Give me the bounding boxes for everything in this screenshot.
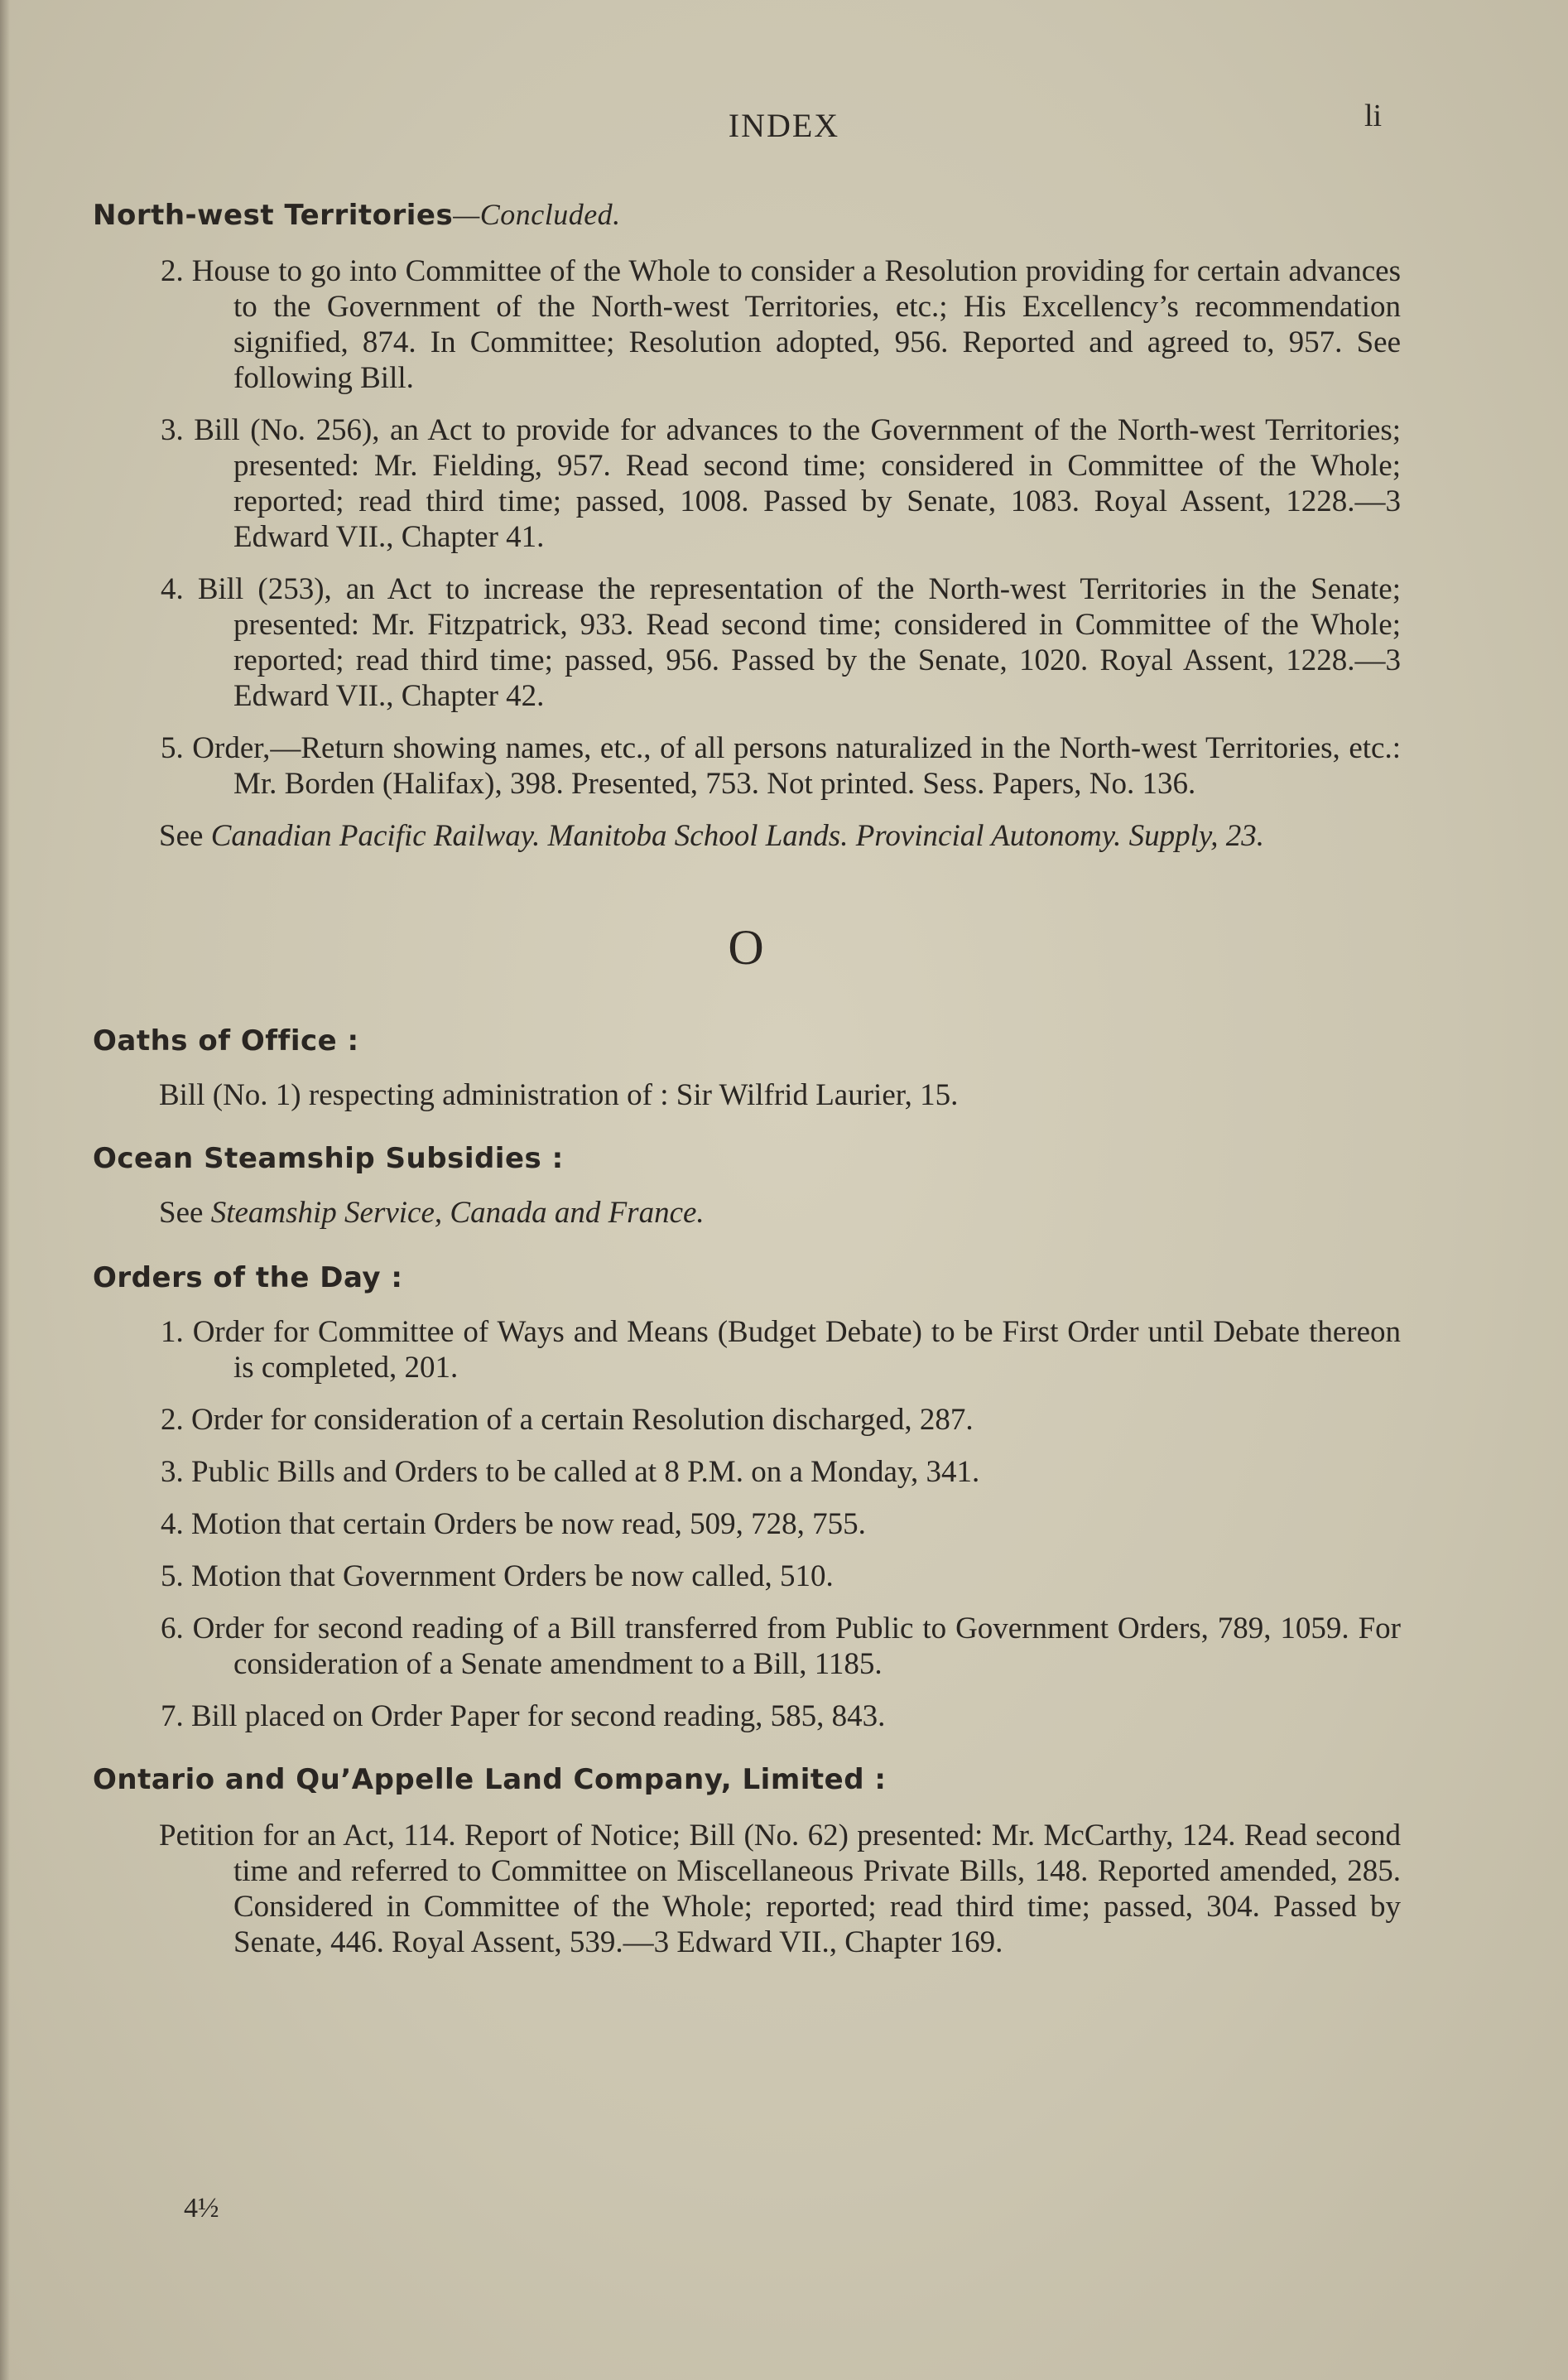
heading-ontario-quappelle: Ontario and Qu’Appelle Land Company, Limited : xyxy=(93,1763,887,1796)
see-also-nwt xyxy=(93,818,1401,854)
entry-nwt-3: 3. Bill (No. 256), an Act to provide for advances to the Government of the North-west Territories; presented: Mr. Fielding, 957. Read second time; considered in Committee of the Whole; reported; read third time; passed, 1008. Passed by Senate, 1083. Royal Assent, 1228.—3 Edward VII., Chapter 41. xyxy=(161,413,1401,554)
heading-continued: —Concluded. xyxy=(453,198,621,231)
heading-orders-of-the-day: Orders of the Day : xyxy=(93,1261,403,1294)
see-references: Steamship Service, Canada and France. xyxy=(210,1196,705,1230)
index-content xyxy=(93,197,1401,1977)
entry-orders-4: 4. Motion that certain Orders be now read, 509, 728, 755. xyxy=(161,1507,866,1541)
signature-mark: 4½ xyxy=(184,2193,219,2223)
entry-orders-6: 6. Order for second reading of a Bill transferred from Public to Government Orders, 789, 1059. For consideration of a Senate amendment to a Bill, 1185. xyxy=(161,1612,1401,1681)
section-letter-o: O xyxy=(728,920,766,975)
entry-nwt-4: 4. Bill (253), an Act to increase the representation of the North-west Territories in the Senate; presented: Mr. Fitzpatrick, 933. Read second time; considered in Committee of the Whole; reported; read third time; passed, 956. Passed by the Senate, 1020. Royal Assent, 1228.—3 Edward VII., Chapter 42. xyxy=(161,572,1401,713)
entry-orders-1: 1. Order for Committee of Ways and Means (Budget Debate) to be First Order until Debate thereon is completed, 201. xyxy=(161,1315,1401,1385)
heading-text: North-west Territories xyxy=(93,199,454,232)
see-prefix: See xyxy=(159,1196,211,1230)
entry-nwt-5: 5. Order,—Return showing names, etc., of all persons naturalized in the North-west Territories, etc.: Mr. Borden (Halifax), 398. Presented, 753. Not printed. Sess. Papers, No. 136. xyxy=(161,731,1401,801)
heading-oaths-of-office: Oaths of Office : xyxy=(93,1024,359,1058)
entry-orders-2: 2. Order for consideration of a certain Resolution discharged, 287. xyxy=(161,1403,974,1437)
entry-orders-3: 3. Public Bills and Orders to be called at 8 P.M. on a Monday, 341. xyxy=(161,1455,980,1489)
see-prefix: See xyxy=(159,819,211,853)
page-fold-shadow xyxy=(0,0,10,2380)
entry-oaths: Bill (No. 1) respecting administration of : Sir Wilfrid Laurier, 15. xyxy=(159,1078,959,1112)
running-header-title: INDEX xyxy=(728,107,840,144)
heading-north-west-territories xyxy=(93,197,1401,234)
see-references: Canadian Pacific Railway. Manitoba School Lands. Provincial Autonomy. Supply, 23. xyxy=(210,819,1264,853)
entry-orders-5: 5. Motion that Government Orders be now called, 510. xyxy=(161,1559,834,1593)
page-number: li xyxy=(1364,99,1383,133)
entry-ontario: Petition for an Act, 114. Report of Notice; Bill (No. 62) presented: Mr. McCarthy, 124. Read second time and referred to Committee on Miscellaneous Private Bills, 148. Reported amended, 285. Considered in Committee of the Whole; reported; read third time; passed, 304. Passed by Senate, 446. Royal Assent, 539.—3 Edward VII., Chapter 169. xyxy=(159,1819,1401,1959)
entry-nwt-2: 2. House to go into Committee of the Whole to consider a Resolution providing for certain advances to the Government of the North-west Territories, etc.; His Excellency’s recommendation signified, 874. In Committee; Resolution adopted, 956. Reported and agreed to, 957. See following Bill. xyxy=(161,254,1401,395)
entry-orders-7: 7. Bill placed on Order Paper for second reading, 585, 843. xyxy=(161,1699,886,1733)
heading-ocean-steamship-subsidies: Ocean Steamship Subsidies : xyxy=(93,1142,564,1175)
see-also-ocean xyxy=(93,1195,1401,1231)
